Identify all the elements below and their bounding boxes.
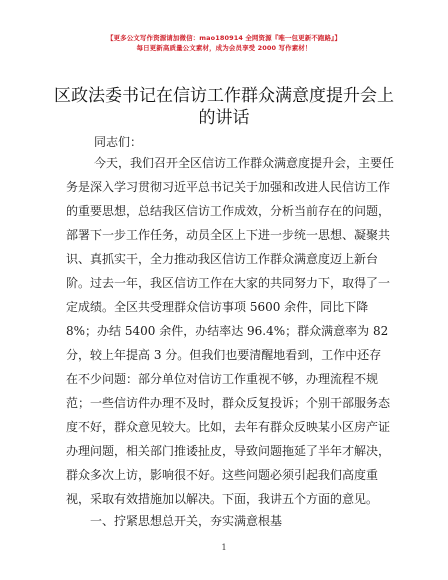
- body-line: 部署下一步工作任务，动员全区上下进一步统一思想、凝聚共: [66, 228, 391, 242]
- salutation: 同志们：: [94, 135, 143, 149]
- body-line: 识、真抓实干，全力推动我区信访工作群众满意度迈上新台: [66, 252, 379, 266]
- body-line: 视，采取有效措施加以解决。下面，我讲五个方面的意见。: [66, 492, 379, 506]
- document-title-line-1: 区政法委书记在信访工作群众满意度提升会上: [54, 86, 394, 106]
- body-line: 务是深入学习贯彻习近平总书记关于加强和改进人民信访工作: [66, 180, 391, 194]
- promo-banner-line-1: 【更多公文写作资源请加微信：mao180914 全网资源『唯一包更新不跑路』】: [106, 34, 342, 42]
- body-line: 分，较上年提高 3 分。但我们也要清醒地看到，工作中还存: [66, 348, 382, 362]
- section-heading: 一、拧紧思想总开关，夯实满意根基: [90, 514, 283, 528]
- body-line: 阶。过去一年，我区信访工作在大家的共同努力下，取得了一: [66, 276, 391, 290]
- body-line: 度不好，群众意见较大。比如，去年有群众反映某小区房产证: [66, 420, 391, 434]
- body-line: 范；一些信访件办理不及时，群众反复投诉；个别干部服务态: [66, 396, 391, 410]
- promo-banner-line-2: 每日更新高质量公文素材，成为会员享受 2000 写作素材！: [136, 44, 312, 52]
- page-number: 1: [221, 543, 227, 552]
- body-line: 办理问题，相关部门推诿扯皮，导致问题拖延了半年才解决，: [66, 444, 391, 458]
- body-line: 今天，我们召开全区信访工作群众满意度提升会，主要任: [94, 156, 395, 170]
- body-line: 群众多次上访，影响很不好。这些问题必须引起我们高度重: [66, 468, 379, 482]
- document-title-line-2: 的讲话: [198, 108, 250, 128]
- body-line: 8%；办结 5400 余件，办结率达 96.4%；群众满意率为 82: [66, 324, 389, 338]
- body-line: 的重要思想，总结我区信访工作成效，分析当前存在的问题，: [66, 204, 391, 218]
- body-line: 定成绩。全区共受理群众信访事项 5600 余件，同比下降: [66, 300, 369, 314]
- body-line: 在不少问题：部分单位对信访工作重视不够，办理流程不规: [66, 372, 379, 386]
